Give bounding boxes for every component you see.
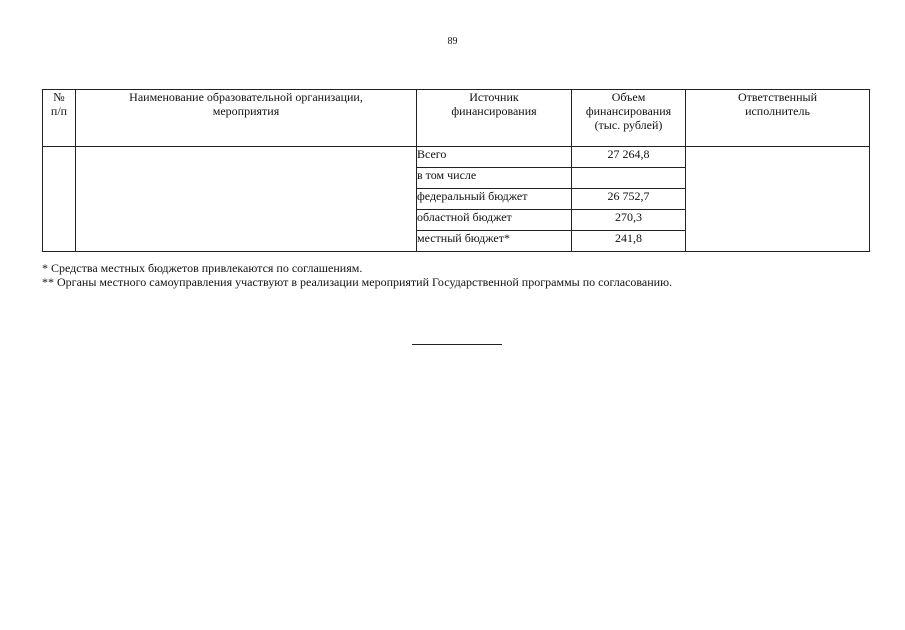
header-name-text: Наименование образовательной организации, мероприятия	[129, 90, 363, 118]
cell-source: федеральный бюджет	[417, 189, 572, 210]
footnote-local-government: ** Органы местного самоуправления участвуют в реализации мероприятий Государственной программы по согласованию.	[42, 275, 673, 289]
header-responsible	[686, 90, 870, 147]
cell-volume	[572, 168, 686, 189]
table-row	[43, 147, 870, 168]
header-number-text: № п/п	[50, 90, 68, 118]
header-number	[43, 90, 76, 147]
cell-source: местный бюджет*	[417, 231, 572, 252]
cell-name-empty	[76, 147, 417, 252]
header-volume-text: Объем финансирования (тыс. рублей)	[585, 90, 672, 132]
page-number: 89	[447, 36, 458, 47]
header-source	[417, 90, 572, 147]
cell-volume: 27 264,8	[572, 147, 686, 168]
cell-source: областной бюджет	[417, 210, 572, 231]
header-volume	[572, 90, 686, 147]
header-source-text: Источник финансирования	[451, 90, 537, 118]
header-responsible-text: Ответственный исполнитель	[737, 90, 818, 118]
cell-responsible-empty	[686, 147, 870, 252]
cell-volume: 270,3	[572, 210, 686, 231]
cell-source: в том числе	[417, 168, 572, 189]
cell-number-empty	[43, 147, 76, 252]
end-divider	[412, 344, 502, 345]
table-header-row	[43, 90, 870, 147]
financing-table	[42, 89, 870, 252]
cell-volume: 26 752,7	[572, 189, 686, 210]
header-name	[76, 90, 417, 147]
cell-source: Всего	[417, 147, 572, 168]
cell-volume: 241,8	[572, 231, 686, 252]
footnotes	[42, 261, 672, 289]
footnote-local-budgets: * Средства местных бюджетов привлекаются по соглашениям.	[42, 261, 363, 275]
